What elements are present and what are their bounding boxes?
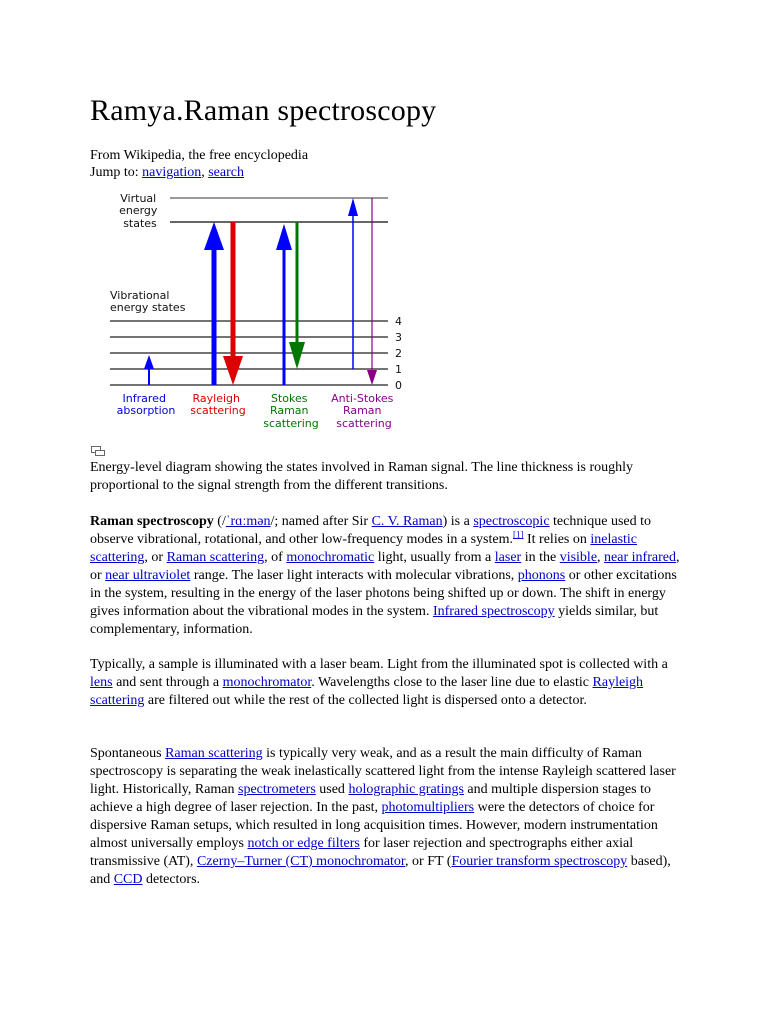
rayleigh-scattering-label: Rayleigh scattering (190, 392, 246, 417)
navigation-link[interactable]: navigation (142, 165, 202, 180)
stokes-raman-label: Stokes Raman scattering (263, 392, 319, 430)
level-1-label: 1 (395, 363, 402, 376)
article-term: Raman spectroscopy (90, 514, 214, 529)
link-photomultipliers[interactable]: photomultipliers (381, 800, 475, 815)
link-notch-filters[interactable]: notch or edge filters (247, 836, 360, 851)
search-link[interactable]: search (208, 165, 244, 180)
article-meta (90, 147, 308, 181)
link-monochromator[interactable]: monochromator (222, 675, 312, 690)
link-ccd[interactable]: CCD (113, 872, 143, 887)
from-line: From Wikipedia, the free encyclopedia (90, 148, 309, 163)
anti-stokes-excitation-arrow (348, 198, 358, 369)
link-laser[interactable]: laser (494, 550, 522, 565)
jump-to: Jump to: navigation, search (90, 165, 244, 180)
stokes-excitation-arrow (276, 224, 292, 385)
rayleigh-excitation-arrow (204, 222, 224, 385)
infrared-absorption-label: Infrared absorption (116, 392, 176, 417)
paragraph-intro: Raman spectroscopy (/ˈrɑːmən/; named after Sir C. V. Raman) is a spectroscopic technique used to observe vibrational, rotational, and other low-frequency modes in a system.[1] It relies on inelastic scattering, or Raman scattering, of monochromatic light, usually from a laser in the visible, near infrared, or near ultraviolet range. The laser light interacts with molecular vibrations, phonons or other excitations in the system, resulting in the energy of the laser photons being shifted up or down. The shift in energy gives information about the vibrational modes in the system. Infrared spectroscopy yields similar, but complementary, information. (90, 514, 680, 637)
infrared-arrow (144, 355, 154, 385)
energy-level-diagram[interactable] (90, 188, 410, 438)
link-raman-scattering-2[interactable]: Raman scattering (165, 746, 263, 761)
link-spectroscopic[interactable]: spectroscopic (473, 514, 550, 529)
link-rayleigh-scattering[interactable]: Rayleigh scattering (90, 675, 644, 708)
level-3-label: 3 (395, 331, 402, 344)
pronunciation-link[interactable]: ˈrɑːmən (225, 514, 271, 529)
level-0-label: 0 (395, 379, 402, 392)
jump-prefix: Jump to: (90, 165, 143, 180)
link-raman-scattering[interactable]: Raman scattering (166, 550, 265, 565)
paragraph-setup: Typically, a sample is illuminated with a laser beam. Light from the illuminated spot is collected with a lens and sent through a monochromator. Wavelengths close to the laser line due to elastic Rayleigh scattering are filtered out while the rest of the collected light is dispersed onto a detector. (90, 657, 668, 708)
vibrational-states-label: Vibrational energy states (110, 289, 186, 314)
level-2-label: 2 (395, 347, 402, 360)
paragraph-instrumentation: Spontaneous Raman scattering is typically very weak, and as a result the main difficulty of Raman spectroscopy is separating the weak inelastically scattered light from the intense Rayleigh scattered laser light. Historically, Raman spectrometers used holographic gratings and multiple dispersion stages to achieve a high degree of laser rejection. In the past, photomultipliers were the detectors of choice for dispersive Raman setups, which resulted in long acquisition times. However, modern instrumentation almost universally employs notch or edge filters for laser rejection and spectrographs either axial transmissive (AT), Czerny–Turner (CT) monochromator, or FT (Fourier transform spectroscopy based), and CCD detectors. (90, 746, 676, 887)
anti-stokes-emission-arrow (367, 198, 377, 385)
image-caption: Energy-level diagram showing the states involved in Raman signal. The line thickness is roughly proportional to the signal strength from the different transitions. (90, 460, 634, 493)
vibrational-levels (110, 321, 388, 385)
virtual-states-label: Virtual energy states (119, 192, 158, 230)
link-monochromatic[interactable]: monochromatic (286, 550, 375, 565)
rayleigh-emission-arrow (223, 222, 243, 385)
reference-link[interactable]: [1] (513, 529, 524, 540)
link-near-infrared[interactable]: near infrared (604, 550, 676, 565)
link-infrared-spectroscopy[interactable]: Infrared spectroscopy (432, 604, 555, 619)
link-cv-raman[interactable]: C. V. Raman (371, 514, 443, 529)
enlarge-icon[interactable] (90, 446, 106, 456)
link-phonons[interactable]: phonons (517, 568, 566, 583)
anti-stokes-raman-label: Anti-Stokes Raman scattering (331, 392, 394, 430)
level-4-label: 4 (395, 315, 402, 328)
stokes-emission-arrow (289, 222, 305, 369)
link-visible[interactable]: visible (559, 550, 598, 565)
link-spectrometers[interactable]: spectrometers (238, 782, 316, 797)
link-czerny-turner[interactable]: Czerny–Turner (CT) monochromator (196, 854, 406, 869)
link-near-ultraviolet[interactable]: near ultraviolet (105, 568, 191, 583)
link-lens[interactable]: lens (90, 675, 113, 690)
link-holographic-gratings[interactable]: holographic gratings (348, 782, 464, 797)
link-fourier-transform[interactable]: Fourier transform spectroscopy (451, 854, 628, 869)
page-title: Ramya.Raman spectroscopy (90, 94, 437, 127)
link-inelastic-scattering[interactable]: inelastic scattering (90, 532, 638, 565)
